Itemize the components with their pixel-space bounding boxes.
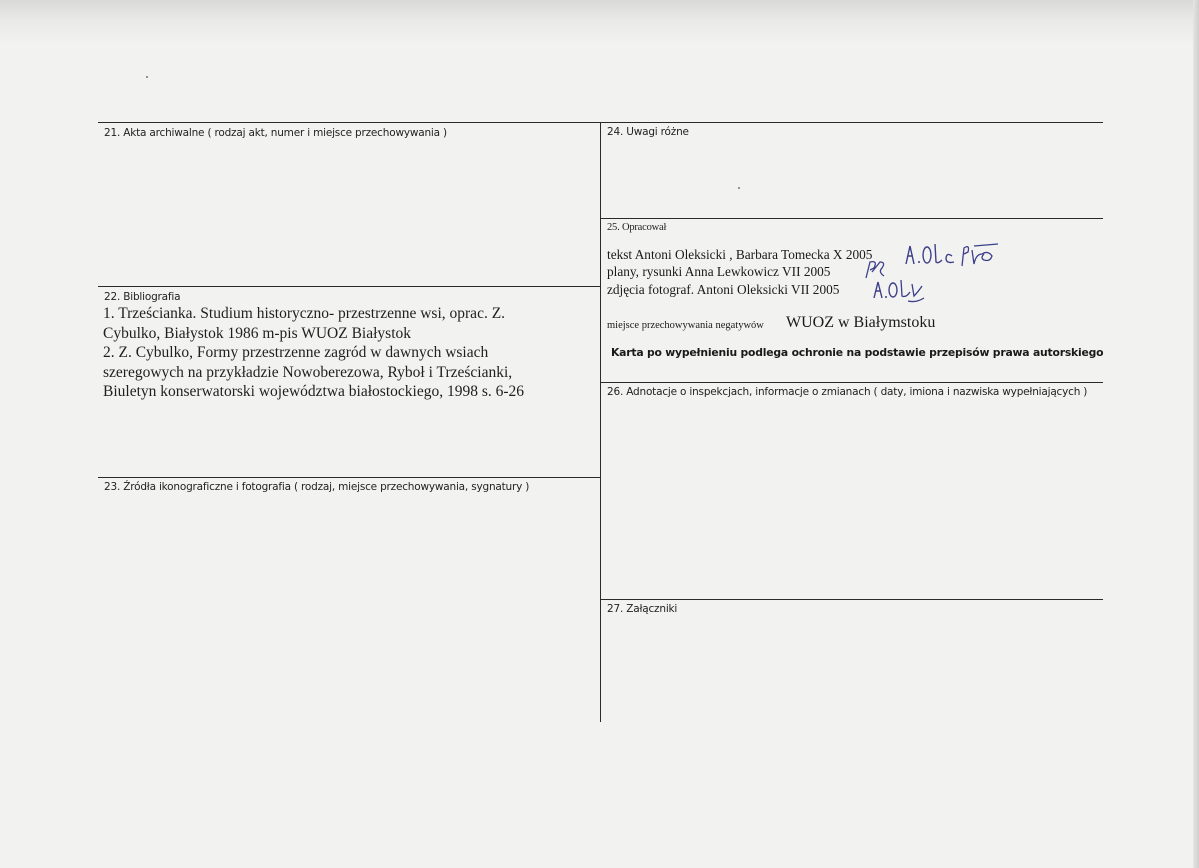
bibliography-line: Cybulko, Białystok 1986 m-pis WUOZ Białystok bbox=[103, 324, 411, 342]
plans-author-line: plany, rysunki Anna Lewkowicz VII 2005 bbox=[607, 264, 831, 279]
rule-22-top bbox=[98, 286, 601, 287]
rule-top-left bbox=[98, 122, 601, 123]
rule-center-vertical bbox=[600, 122, 601, 722]
negatives-storage-value: WUOZ w Białymstoku bbox=[786, 314, 936, 331]
section-23-label: 23. Źródła ikonograficzne i fotografia ( rodzaj, miejsce przechowywania, sygnatury ) bbox=[104, 481, 530, 493]
scan-shadow-top bbox=[0, 0, 1199, 44]
section-27-label: 27. Załączniki bbox=[607, 603, 678, 615]
scan-speck bbox=[146, 76, 148, 78]
negatives-storage-label: miejsce przechowywania negatywów bbox=[607, 320, 764, 331]
text-author-line: tekst Antoni Oleksicki , Barbara Tomecka X 2005 bbox=[607, 247, 873, 262]
bibliography-entries bbox=[103, 304, 583, 402]
rule-top-right bbox=[601, 122, 1103, 123]
handwritten-signature bbox=[902, 240, 1002, 270]
rule-25-top bbox=[601, 218, 1103, 219]
copyright-note: Karta po wypełnieniu podlega ochronie na podstawie przepisów prawa autorskiego bbox=[611, 346, 1104, 359]
rule-27-top bbox=[601, 599, 1103, 600]
section-26-label: 26. Adnotacje o inspekcjach, informacje o zmianach ( daty, imiona i nazwiska wypełniających ) bbox=[607, 386, 1088, 398]
rule-23-top bbox=[98, 477, 601, 478]
rule-26-top bbox=[601, 382, 1103, 383]
photo-author-line: zdjęcia fotograf. Antoni Oleksicki VII 2005 bbox=[607, 282, 840, 297]
scan-shadow-right bbox=[1193, 0, 1199, 868]
bibliography-line: Biuletyn konserwatorski województwa białostockiego, 1998 s. 6-26 bbox=[103, 383, 525, 401]
bibliography-line: 2. Z. Cybulko, Formy przestrzenne zagród w dawnych wsiach bbox=[103, 344, 489, 362]
section-21-label: 21. Akta archiwalne ( rodzaj akt, numer i miejsce przechowywania ) bbox=[104, 127, 447, 139]
bibliography-line: szeregowych na przykładzie Nowoberezowa, Ryboł i Trześcianki, bbox=[103, 363, 513, 381]
scan-speck bbox=[738, 187, 740, 189]
bibliography-line: 1. Trześcianka. Studium historyczno- przestrzenne wsi, oprac. Z. bbox=[103, 305, 506, 322]
section-25-label: 25. Opracował bbox=[607, 222, 667, 233]
section-22-label: 22. Bibliografia bbox=[104, 291, 181, 303]
handwritten-signature bbox=[870, 276, 930, 304]
section-24-label: 24. Uwagi różne bbox=[607, 126, 689, 138]
